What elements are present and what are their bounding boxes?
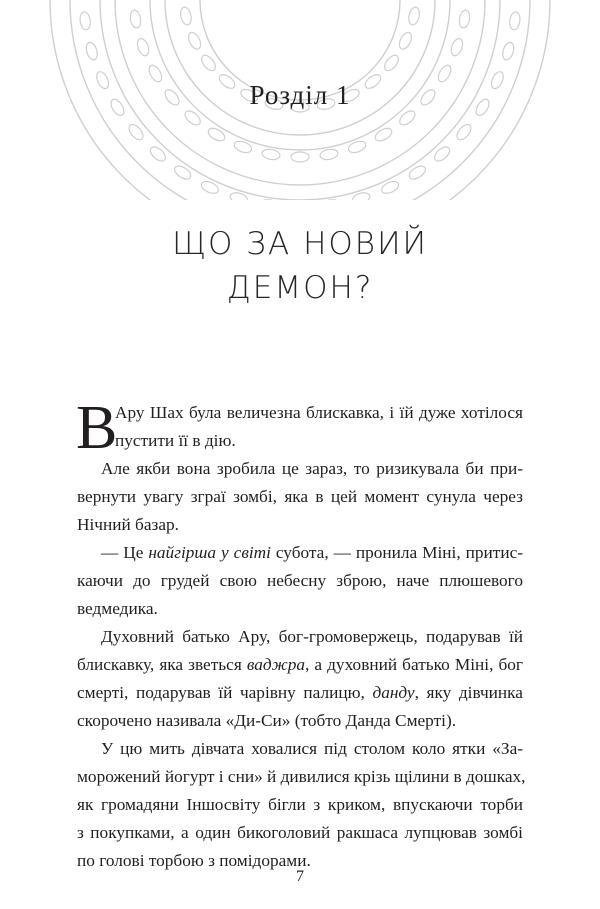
- knot-loop: [129, 9, 142, 28]
- text-segment: пустити її в дію.: [115, 431, 236, 450]
- text-line: [77, 707, 523, 735]
- text-segment: по голові торбою з помідорами.: [77, 851, 311, 870]
- knot-loop: [407, 6, 421, 26]
- text-line: [77, 483, 523, 511]
- text-line: [77, 763, 526, 791]
- italic-text: данду: [372, 683, 415, 702]
- text-line: [77, 455, 523, 483]
- knot-loop: [84, 41, 99, 61]
- knot-loop: [79, 11, 91, 30]
- text-segment: субота, — пронила Міні, притис-: [270, 543, 523, 562]
- knot-loop: [501, 41, 516, 61]
- text-segment: як громадяни Іншосвіту бігли з криком, впускаючи торби: [77, 795, 523, 814]
- knot-loop: [126, 122, 145, 142]
- text-segment: , а духовний батько Міні, бог: [304, 655, 524, 674]
- text-segment: — Це: [101, 543, 149, 562]
- knot-loop: [179, 6, 193, 26]
- text-line: [77, 623, 523, 651]
- text-line: [77, 539, 523, 567]
- text-segment: каючи до грудей свою небесну зброю, наче плюшевого: [77, 571, 523, 590]
- text-segment: морожений йогурт і сни» й дивилися крізь щілини в дошках,: [77, 767, 526, 786]
- text-line: [77, 791, 523, 819]
- text-line: [77, 567, 523, 595]
- knot-loop: [449, 37, 465, 57]
- page-number: 7: [296, 868, 304, 885]
- knot-loop: [509, 11, 521, 30]
- text-line: [77, 735, 523, 763]
- text-line: [77, 819, 523, 847]
- chapter-title-line-2: ДЕМОН?: [226, 270, 374, 306]
- text-segment: смерті, подарував їй чарівну палицю,: [77, 683, 373, 702]
- knot-loop: [199, 53, 218, 73]
- knot-loop: [397, 30, 414, 51]
- text-segment: Ару Шах була величезна блискавка, і їй дуже хотілося: [115, 403, 523, 422]
- text-segment: Але якби вона зробила це зараз, то ризикувала би при-: [101, 459, 523, 478]
- knot-loop: [291, 152, 309, 162]
- knot-loop: [454, 122, 473, 142]
- text-line: [77, 651, 523, 679]
- text-line: [77, 595, 523, 623]
- text-segment: ведмедика.: [77, 599, 158, 618]
- knot-loop: [458, 9, 471, 28]
- knot-loop: [135, 37, 151, 57]
- text-segment: скорочено називала «Ди-Си» (тобто Данда Смерті).: [77, 711, 457, 730]
- text-segment: , яку дівчинка: [414, 683, 523, 702]
- text-segment: Духовний батько Ару, бог-громовержець, подарував їй: [101, 627, 523, 646]
- text-line: [77, 679, 523, 707]
- text-line: [77, 427, 523, 455]
- chapter-label: Розділ 1: [249, 80, 351, 110]
- text-segment: блискавку, яка зветься: [77, 655, 247, 674]
- knot-loop: [319, 148, 338, 161]
- chapter-title-line-1: ЩО ЗА НОВИЙ: [172, 226, 428, 262]
- italic-text: найгірша у світі: [148, 543, 271, 562]
- italic-text: ваджра: [246, 655, 305, 674]
- text-line: [77, 399, 523, 427]
- text-segment: Нічний базар.: [77, 515, 179, 534]
- chapter-title: [0, 222, 600, 310]
- text-segment: вернути увагу зграї зомбі, яка в цей момент сунула через: [77, 487, 523, 506]
- drop-cap: В: [76, 394, 118, 462]
- knot-loop: [261, 148, 280, 161]
- text-segment: з покупками, а один бикоголовий ракшаса лупцював зомбі: [77, 823, 523, 842]
- knot-loop: [382, 53, 401, 73]
- text-segment: У цю мить дівчата ховалися під столом коло ятки «За-: [101, 739, 523, 758]
- text-line: [77, 511, 523, 539]
- knot-loop: [186, 30, 203, 51]
- body-text: [76, 394, 526, 875]
